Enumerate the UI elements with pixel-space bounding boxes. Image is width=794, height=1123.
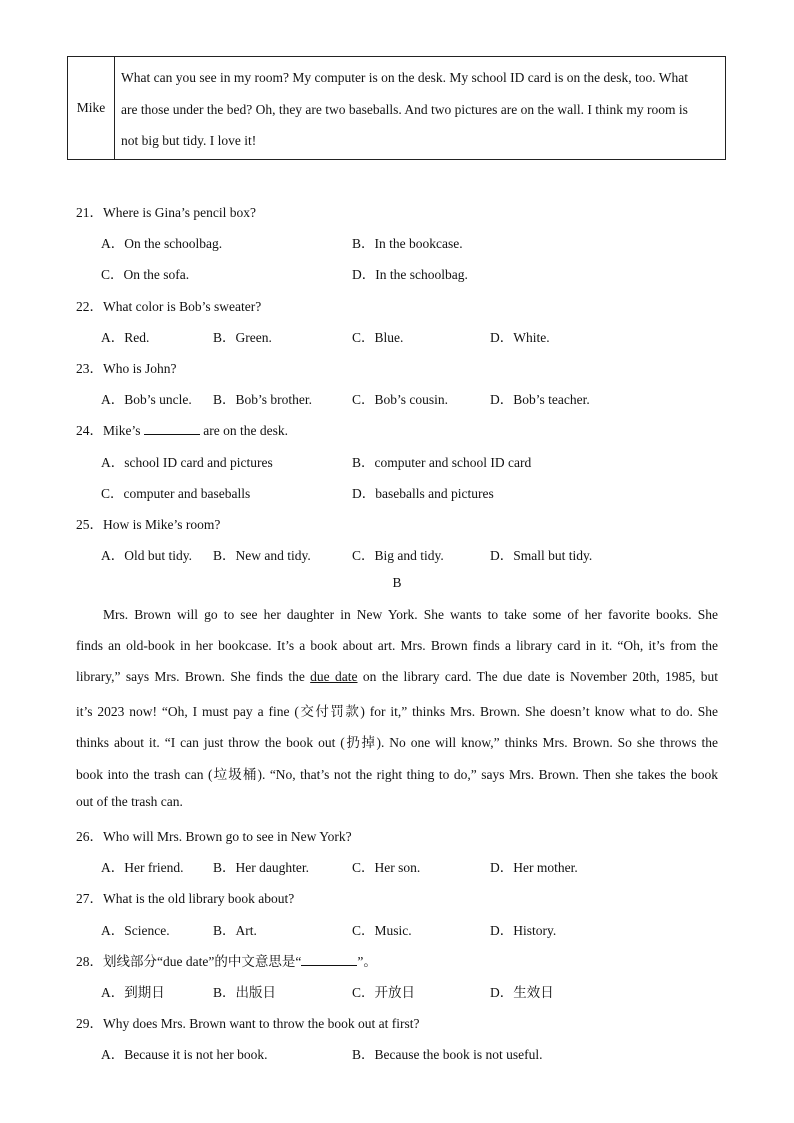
q23-option-b: B．Bob’s brother. — [213, 392, 313, 407]
q25-option-a: A．Old but tidy. — [101, 548, 192, 563]
q21-option-b: B．In the bookcase. — [352, 236, 463, 251]
question-22: 22．What color is Bob’s sweater? — [76, 299, 262, 314]
q24-stem-post: are on the desk. — [199, 423, 288, 438]
q28-option-d: D．生效日 — [490, 985, 554, 1000]
passage-text: library,” says Mrs. Brown. She finds the — [76, 669, 311, 684]
question-21: 21．Where is Gina’s pencil box? — [76, 205, 256, 220]
speaker-name: Mike — [68, 57, 115, 159]
q29-option-b: B．Because the book is not useful. — [352, 1047, 543, 1062]
q25-option-b: B．New and tidy. — [213, 548, 311, 563]
q27-option-a: A．Science. — [101, 923, 170, 938]
q21-option-c: C．On the sofa. — [101, 267, 190, 282]
passage-line: out of the trash can. — [76, 794, 183, 809]
q28-option-a: A．到期日 — [101, 985, 165, 1000]
due-date-underlined: due date — [310, 669, 358, 684]
q23-option-c: C．Bob’s cousin. — [352, 392, 449, 407]
q28-stem-post: ”。 — [357, 954, 377, 969]
question-26: 26．Who will Mrs. Brown go to see in New York? — [76, 829, 352, 844]
q24-option-a: A．school ID card and pictures — [101, 455, 273, 470]
passage-line: Mrs. Brown will go to see her daughter in New York. She wants to take some of her favorite books. She — [103, 607, 718, 622]
q24-stem-pre: 24．Mike’s — [76, 423, 144, 438]
q21-option-a: A．On the schoolbag. — [101, 236, 223, 251]
q24-option-c: C．computer and baseballs — [101, 486, 251, 501]
q25-option-c: C．Big and tidy. — [352, 548, 444, 563]
section-b-heading: B — [392, 575, 402, 590]
passage-line: book into the trash can (垃圾桶). “No, that’s not the right thing to do,” says Mrs. Brown. Then she takes the book — [76, 767, 718, 782]
q22-option-c: C．Blue. — [352, 330, 404, 345]
table-line: are those under the bed? Oh, they are two baseballs. And two pictures are on the wall. I think my room is — [121, 101, 688, 117]
q21-option-d: D．In the schoolbag. — [352, 267, 468, 282]
table-line: not big but tidy. I love it! — [121, 133, 257, 148]
q22-option-b: B．Green. — [213, 330, 272, 345]
question-28 — [76, 950, 377, 970]
q27-option-d: D．History. — [490, 923, 557, 938]
q22-option-d: D．White. — [490, 330, 550, 345]
q22-option-a: A．Red. — [101, 330, 150, 345]
speaker-text — [115, 57, 725, 159]
question-24 — [76, 419, 288, 439]
q23-option-d: D．Bob’s teacher. — [490, 392, 590, 407]
question-25: 25．How is Mike’s room? — [76, 517, 221, 532]
q26-option-d: D．Her mother. — [490, 860, 578, 875]
q27-option-c: C．Music. — [352, 923, 412, 938]
q24-option-d: D．baseballs and pictures — [352, 486, 494, 501]
passage-line: thinks about it. “I can just throw the book out (扔掉). No one will know,” thinks Mrs. Brown. So she throws the — [76, 735, 718, 750]
q23-option-a: A．Bob’s uncle. — [101, 392, 192, 407]
q28-stem-pre: 28．划线部分“due date”的中文意思是“ — [76, 954, 302, 969]
answer-blank — [144, 422, 200, 435]
passage-line — [76, 669, 718, 685]
table-line: What can you see in my room? My computer is on the desk. My school ID card is on the desk, too. What — [121, 70, 689, 85]
q29-option-a: A．Because it is not her book. — [101, 1047, 268, 1062]
question-27: 27．What is the old library book about? — [76, 891, 295, 906]
question-23: 23．Who is John? — [76, 361, 177, 376]
q25-option-d: D．Small but tidy. — [490, 548, 593, 563]
answer-blank — [301, 953, 357, 966]
q26-option-c: C．Her son. — [352, 860, 421, 875]
speaker-table — [67, 56, 726, 160]
q24-option-b: B．computer and school ID card — [352, 455, 532, 470]
passage-text: on the library card. The due date is November 20th, 1985, but — [357, 669, 718, 684]
question-29: 29．Why does Mrs. Brown want to throw the book out at first? — [76, 1016, 420, 1031]
q28-option-b: B．出版日 — [213, 985, 277, 1000]
passage-line: it’s 2023 now! “Oh, I must pay a fine (交付罚款) for it,” thinks Mrs. Brown. She doesn’t know what to do. She — [76, 704, 718, 719]
passage-line: finds an old-book in her bookcase. It’s a book about art. Mrs. Brown finds a library card in it. “Oh, it’s from the — [76, 638, 718, 653]
q26-option-a: A．Her friend. — [101, 860, 184, 875]
q28-option-c: C．开放日 — [352, 985, 416, 1000]
q26-option-b: B．Her daughter. — [213, 860, 309, 875]
q27-option-b: B．Art. — [213, 923, 257, 938]
